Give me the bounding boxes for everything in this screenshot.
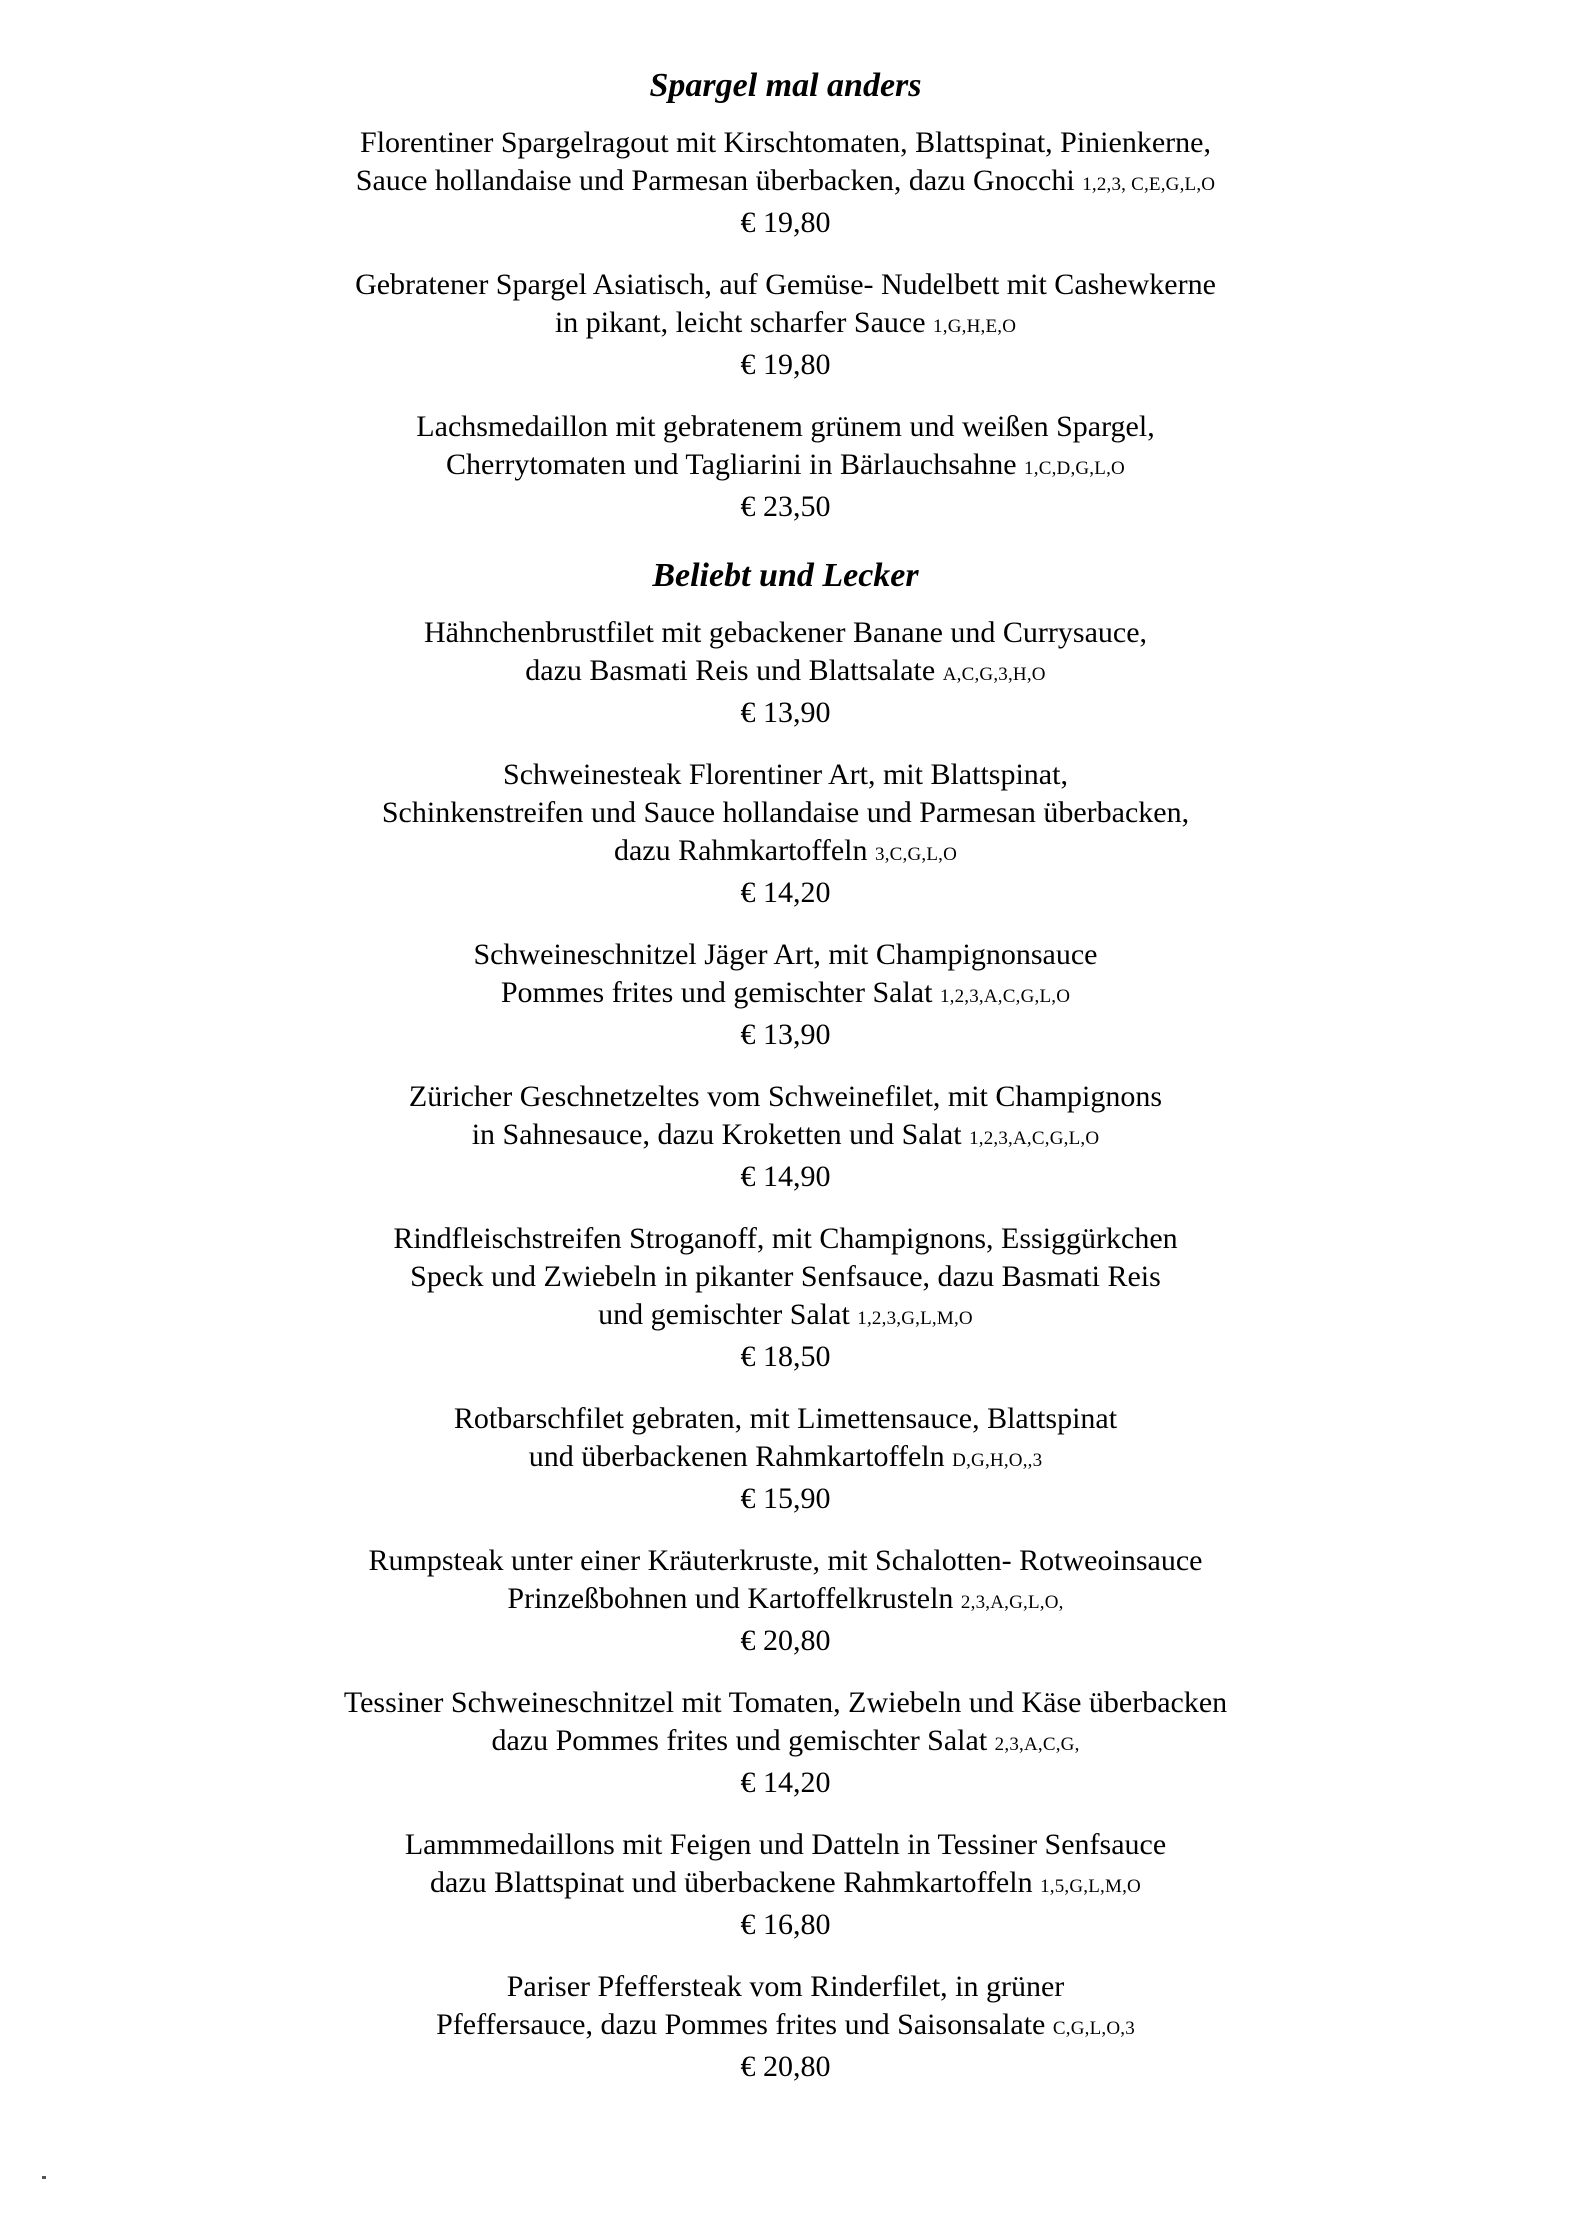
dish-description-line (0, 1438, 1571, 1480)
dish-price: € 15,90 (740, 1482, 831, 1515)
dish-description-line (0, 1722, 1571, 1764)
dish-text: Pommes frites und gemischter Salat (500, 976, 933, 1009)
dish-text: in Sahnesauce, dazu Kroketten und Salat (471, 1118, 962, 1151)
dish-text: in pikant, leicht scharfer Sauce (554, 306, 926, 339)
allergen-codes: A,C,G,3,H,O (942, 664, 1046, 685)
dish-description-line (0, 1400, 1571, 1438)
allergen-codes: 1,2,3, C,E,G,L,O (1082, 174, 1216, 195)
menu-item (0, 1542, 1571, 1660)
dish-description-line (0, 304, 1571, 346)
dish-price: € 14,20 (740, 876, 831, 909)
section-title: Spargel mal anders (649, 67, 922, 104)
allergen-codes: 1,2,3,A,C,G,L,O (969, 1128, 1100, 1149)
dish-text: Tessiner Schweineschnitzel mit Tomaten, Zwiebeln und Käse überbacken (343, 1686, 1228, 1719)
dish-text: Schweineschnitzel Jäger Art, mit Champignonsauce (473, 938, 1098, 971)
dish-description-line (0, 1078, 1571, 1116)
dish-text: Schweinesteak Florentiner Art, mit Blattspinat, (503, 758, 1068, 791)
menu-item (0, 936, 1571, 1054)
menu-item (0, 1684, 1571, 1802)
dish-description-line (0, 1580, 1571, 1622)
dish-description-line (0, 614, 1571, 652)
section-title: Beliebt und Lecker (652, 557, 919, 594)
dish-text: Florentiner Spargelragout mit Kirschtomaten, Blattspinat, Pinienkerne, (360, 126, 1211, 159)
dish-text: dazu Blattspinat und überbackene Rahmkartoffeln (430, 1866, 1033, 1899)
dish-price: € 16,80 (740, 1908, 831, 1941)
allergen-codes: 1,2,3,G,L,M,O (857, 1308, 973, 1329)
allergen-codes: D,G,H,O,,3 (952, 1450, 1043, 1471)
dish-price: € 23,50 (740, 490, 831, 523)
dish-price: € 13,90 (740, 1018, 831, 1051)
allergen-codes: 1,2,3,A,C,G,L,O (939, 986, 1071, 1007)
menu-content (0, 66, 1571, 2110)
dish-text: Rumpsteak unter einer Kräuterkruste, mit Schalotten- Rotweoinsauce (368, 1544, 1203, 1577)
menu-item (0, 614, 1571, 732)
dish-text: Züricher Geschnetzeltes vom Schweinefilet, mit Champignons (408, 1080, 1163, 1113)
allergen-codes: 2,3,A,G,L,O, (960, 1592, 1064, 1613)
menu-item (0, 266, 1571, 384)
dish-text: Lammmedaillons mit Feigen und Datteln in Tessiner Senfsauce (404, 1828, 1167, 1861)
dish-price: € 14,90 (740, 1160, 831, 1193)
dish-description-line (0, 1826, 1571, 1864)
dish-description-line (0, 832, 1571, 874)
dish-description-line (0, 974, 1571, 1016)
dish-description-line (0, 1684, 1571, 1722)
dish-price: € 20,80 (740, 2050, 831, 2083)
menu-item (0, 408, 1571, 526)
dish-price: € 13,90 (740, 696, 831, 729)
dish-text: Speck und Zwiebeln in pikanter Senfsauce, dazu Basmati Reis (410, 1260, 1161, 1293)
dish-description-line (0, 1968, 1571, 2006)
dish-description-line (0, 446, 1571, 488)
dish-description-line (0, 1864, 1571, 1906)
dish-description-line (0, 1296, 1571, 1338)
dish-description-line (0, 1258, 1571, 1296)
dish-text: Prinzeßbohnen und Kartoffelkrusteln (507, 1582, 954, 1615)
dish-description-line (0, 794, 1571, 832)
dish-text: Pariser Pfeffersteak vom Rinderfilet, in grüner (506, 1970, 1065, 2003)
menu-item (0, 1968, 1571, 2086)
menu-item (0, 1078, 1571, 1196)
dish-text: dazu Basmati Reis und Blattsalate (525, 654, 936, 687)
allergen-codes: 1,5,G,L,M,O (1040, 1876, 1141, 1897)
dish-text: Rotbarschfilet gebraten, mit Limettensauce, Blattspinat (453, 1402, 1118, 1435)
menu-item (0, 124, 1571, 242)
dish-price: € 19,80 (740, 206, 831, 239)
dish-text: dazu Pommes frites und gemischter Salat (491, 1724, 988, 1757)
dish-text: Sauce hollandaise und Parmesan überbacken, dazu Gnocchi (355, 164, 1075, 197)
dish-price: € 14,20 (740, 1766, 831, 1799)
allergen-codes: 2,3,A,C,G, (994, 1734, 1080, 1755)
dish-description-line (0, 936, 1571, 974)
dish-price: € 19,80 (740, 348, 831, 381)
dish-description-line (0, 266, 1571, 304)
dish-description-line (0, 162, 1571, 204)
menu-item (0, 1826, 1571, 1944)
dish-description-line (0, 1220, 1571, 1258)
dish-text: dazu Rahmkartoffeln (613, 834, 868, 867)
dish-text: Rindfleischstreifen Stroganoff, mit Champignons, Essiggürkchen (393, 1222, 1178, 1255)
dish-text: Hähnchenbrustfilet mit gebackener Banane und Currysauce, (423, 616, 1148, 649)
stray-mark (42, 2176, 46, 2179)
dish-price: € 20,80 (740, 1624, 831, 1657)
dish-text: Pfeffersauce, dazu Pommes frites und Saisonsalate (436, 2008, 1046, 2041)
dish-text: und überbackenen Rahmkartoffeln (528, 1440, 953, 1473)
allergen-codes: 1,G,H,E,O (933, 316, 1017, 337)
dish-text: Cherrytomaten und Tagliarini in Bärlauchsahne (446, 448, 1017, 481)
dish-text: und gemischter Salat (598, 1298, 850, 1331)
dish-description-line (0, 756, 1571, 794)
menu-item (0, 1400, 1571, 1518)
menu-item (0, 756, 1571, 912)
allergen-codes: 1,C,D,G,L,O (1024, 458, 1125, 479)
dish-price: € 18,50 (740, 1340, 831, 1373)
dish-text: Lachsmedaillon mit gebratenem grünem und weißen Spargel, (416, 410, 1155, 443)
menu-item (0, 1220, 1571, 1376)
allergen-codes: C,G,L,O,3 (1052, 2018, 1135, 2039)
dish-description-line (0, 2006, 1571, 2048)
allergen-codes: 3,C,G,L,O (875, 844, 958, 865)
dish-description-line (0, 124, 1571, 162)
dish-description-line (0, 1116, 1571, 1158)
dish-description-line (0, 652, 1571, 694)
dish-text: Schinkenstreifen und Sauce hollandaise und Parmesan überbacken, (381, 796, 1190, 829)
dish-description-line (0, 1542, 1571, 1580)
dish-description-line (0, 408, 1571, 446)
dish-text: Gebratener Spargel Asiatisch, auf Gemüse- Nudelbett mit Cashewkerne (355, 268, 1216, 301)
